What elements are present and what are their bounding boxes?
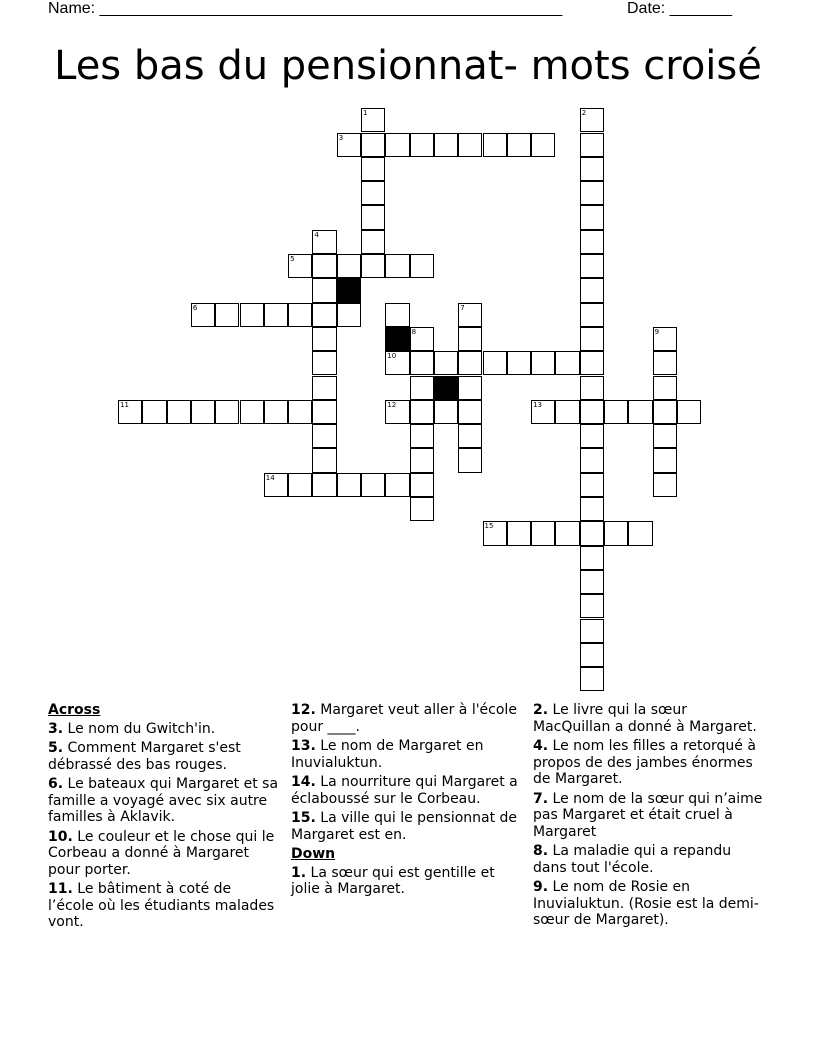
crossword-cell[interactable]: [483, 351, 507, 375]
clue-text: Comment Margaret s'est débrassé des bas rouges.: [48, 740, 241, 773]
crossword-cell[interactable]: [628, 521, 652, 545]
clue-text: Le nom du Gwitch'in.: [63, 720, 216, 737]
clue-number: 13.: [291, 738, 316, 754]
crossword-cell[interactable]: [580, 546, 604, 570]
crossword-cell[interactable]: [531, 133, 555, 157]
cell-number: 5: [290, 255, 295, 263]
clue-column-3: [533, 702, 763, 932]
cell-number: 2: [581, 109, 587, 118]
clue-text: Le nom de Rosie en Inuvialuktun. (Rosie est la demi-sœur de Margaret).: [533, 879, 759, 928]
crossword-cell[interactable]: [555, 400, 579, 424]
down-heading: Down: [291, 846, 336, 862]
clue-number: 6.: [48, 776, 64, 792]
cell-number: 12: [387, 400, 397, 409]
crossword-cell[interactable]: [240, 303, 264, 327]
clue-text: Le couleur et le chose qui le Corbeau a donné à Margaret pour porter.: [48, 828, 275, 878]
crossword-cell[interactable]: [361, 473, 385, 497]
crossword-cell[interactable]: [653, 448, 677, 472]
crossword-cell[interactable]: [312, 254, 336, 278]
crossword-cell[interactable]: [410, 254, 434, 278]
across-clue: [48, 740, 280, 773]
cell-number: 1: [363, 109, 368, 118]
down-clue: [533, 738, 763, 788]
down-clues-continued: [533, 702, 763, 929]
cell-number: 9: [654, 327, 660, 336]
clue-number: 2.: [533, 702, 549, 718]
crossword-cell[interactable]: [240, 400, 264, 424]
crossword-cell[interactable]: [580, 351, 604, 375]
down-clues-list: [291, 865, 519, 898]
clue-text: Le nom les filles a retorqué à propos de des jambes énormes de Margaret.: [533, 738, 756, 787]
crossword-cell[interactable]: [385, 254, 409, 278]
crossword-cell[interactable]: [264, 400, 288, 424]
crossword-cell[interactable]: [191, 400, 215, 424]
crossword-cell[interactable]: [580, 254, 604, 278]
clue-number: 3.: [48, 720, 64, 737]
crossword-cell[interactable]: [580, 133, 604, 157]
clue-text: La maladie qui a repandu dans tout l'école.: [533, 843, 732, 876]
cell-number: 10: [387, 352, 397, 361]
down-clue: [533, 843, 763, 876]
crossword-cell[interactable]: [604, 521, 628, 545]
crossword-cell[interactable]: [580, 157, 604, 181]
cell-number: 8: [411, 327, 417, 336]
crossword-cell[interactable]: [434, 133, 458, 157]
clue-text: La nourriture qui Margaret a éclaboussé sur le Corbeau.: [291, 774, 518, 807]
page-title: Les bas du pensionnat- mots croisé: [54, 43, 762, 89]
crossword-cell[interactable]: [361, 230, 385, 254]
crossword-cell[interactable]: [580, 497, 604, 521]
crossword-cell[interactable]: [580, 230, 604, 254]
crossword-cell[interactable]: [312, 351, 336, 375]
down-clue: [533, 879, 763, 929]
crossword-cell[interactable]: [580, 448, 604, 472]
crossword-cell[interactable]: [483, 133, 507, 157]
clue-column-1: [48, 702, 280, 934]
clue-number: 5.: [48, 740, 64, 756]
crossword-cell[interactable]: [580, 594, 604, 618]
cell-number: 3: [338, 133, 344, 142]
crossword-cell[interactable]: [604, 400, 628, 424]
clue-column-2: [291, 702, 519, 901]
crossword-cell[interactable]: [458, 351, 482, 375]
crossword-cell[interactable]: [410, 376, 434, 400]
crossword-cell[interactable]: [580, 303, 604, 327]
clue-text: Le bateaux qui Margaret et sa famille a voyagé avec six autre familles à Aklavik.: [48, 776, 279, 825]
crossword-cell[interactable]: [458, 448, 482, 472]
across-clue: [291, 738, 519, 771]
crossword-cell[interactable]: [337, 473, 361, 497]
across-clues-list: [48, 721, 280, 931]
crossword-cell[interactable]: [361, 157, 385, 181]
crossword-cell[interactable]: [312, 230, 336, 254]
crossword-cell[interactable]: [458, 424, 482, 448]
crossword-cell[interactable]: [458, 133, 482, 157]
crossword-cell[interactable]: [118, 400, 142, 424]
crossword-cell[interactable]: [288, 473, 312, 497]
cell-number: 14: [265, 473, 275, 482]
crossword-cell[interactable]: [337, 303, 361, 327]
down-clue: [291, 865, 519, 898]
black-cell: [337, 278, 361, 302]
clue-number: 7.: [533, 790, 549, 807]
crossword-cell[interactable]: [580, 108, 604, 132]
down-clue: [533, 791, 763, 841]
across-clue: [291, 810, 519, 843]
crossword-cell[interactable]: [531, 521, 555, 545]
crossword-cell[interactable]: [653, 351, 677, 375]
crossword-cell[interactable]: [653, 424, 677, 448]
crossword-cell[interactable]: [312, 473, 336, 497]
clue-text: Le bâtiment à coté de l’école où les étudiants malades vont.: [48, 881, 275, 930]
crossword-cell[interactable]: [580, 473, 604, 497]
crossword-cell[interactable]: [580, 376, 604, 400]
across-clue: [48, 776, 280, 826]
crossword-cell[interactable]: [653, 376, 677, 400]
crossword-cell[interactable]: [361, 108, 385, 132]
clue-number: 10.: [48, 828, 73, 845]
crossword-cell[interactable]: [580, 570, 604, 594]
crossword-cell[interactable]: [653, 473, 677, 497]
crossword-cell[interactable]: [410, 448, 434, 472]
crossword-cell[interactable]: [580, 181, 604, 205]
crossword-cell[interactable]: [580, 327, 604, 351]
crossword-cell[interactable]: [458, 327, 482, 351]
crossword-cell[interactable]: [628, 400, 652, 424]
across-clue: [48, 881, 280, 931]
crossword-cell[interactable]: [167, 400, 191, 424]
crossword-cell[interactable]: [555, 351, 579, 375]
name-field-label[interactable]: Name: ____________________________________________________: [48, 0, 563, 17]
cell-number: 7: [460, 303, 465, 312]
clue-number: 1.: [291, 864, 307, 881]
crossword-cell[interactable]: [580, 643, 604, 667]
crossword-cell[interactable]: [215, 400, 239, 424]
clue-number: 11.: [48, 881, 73, 897]
crossword-cell[interactable]: [434, 400, 458, 424]
cell-number: 11: [120, 400, 129, 409]
across-clue: [291, 702, 519, 735]
clue-text: La sœur qui est gentille et jolie à Margaret.: [291, 864, 495, 897]
crossword-cell[interactable]: [215, 303, 239, 327]
crossword-cell[interactable]: [410, 473, 434, 497]
crossword-cell[interactable]: [507, 133, 531, 157]
crossword-cell[interactable]: [142, 400, 166, 424]
crossword-cell[interactable]: [312, 327, 336, 351]
black-cell: [385, 327, 409, 351]
across-clues-continued: [291, 702, 519, 843]
cell-number: 13: [533, 400, 543, 409]
clue-text: La ville qui le pensionnat de Margaret est en.: [291, 810, 518, 843]
crossword-cell[interactable]: [385, 400, 409, 424]
crossword-cell[interactable]: [458, 303, 482, 327]
across-clue: [48, 721, 280, 738]
crossword-cell[interactable]: [531, 351, 555, 375]
clue-number: 8.: [533, 843, 549, 859]
clue-text: Le nom de Margaret en Inuvialuktun.: [291, 738, 484, 771]
crossword-cell[interactable]: [312, 400, 336, 424]
crossword-cell[interactable]: [337, 133, 361, 157]
crossword-cell[interactable]: [653, 327, 677, 351]
cell-number: 15: [484, 522, 494, 531]
crossword-cell[interactable]: [410, 497, 434, 521]
crossword-cell[interactable]: [312, 278, 336, 302]
crossword-cell[interactable]: [555, 521, 579, 545]
crossword-cell[interactable]: [312, 424, 336, 448]
crossword-cell[interactable]: [288, 303, 312, 327]
clue-text: Le livre qui la sœur MacQuillan a donné à Margaret.: [533, 702, 757, 735]
crossword-cell[interactable]: [410, 424, 434, 448]
crossword-cell[interactable]: [361, 133, 385, 157]
crossword-cell[interactable]: [361, 254, 385, 278]
clue-text: Margaret veut aller à l'école pour ____.: [291, 702, 517, 735]
cell-number: 6: [192, 303, 198, 312]
crossword-cell[interactable]: [580, 424, 604, 448]
across-heading: Across: [48, 702, 101, 718]
crossword-cell[interactable]: [410, 133, 434, 157]
crossword-cell[interactable]: [531, 400, 555, 424]
crossword-cell[interactable]: [264, 303, 288, 327]
crossword-cell[interactable]: [385, 351, 409, 375]
crossword-cell[interactable]: [385, 473, 409, 497]
crossword-cell[interactable]: [434, 351, 458, 375]
crossword-cell[interactable]: [653, 400, 677, 424]
crossword-cell[interactable]: [410, 400, 434, 424]
crossword-cell[interactable]: [312, 376, 336, 400]
crossword-cell[interactable]: [458, 400, 482, 424]
clue-number: 15.: [291, 810, 316, 826]
crossword-cell[interactable]: [507, 351, 531, 375]
down-clue: [533, 702, 763, 735]
clue-number: 14.: [291, 774, 316, 790]
crossword-cell[interactable]: [288, 254, 312, 278]
crossword-cell[interactable]: [410, 327, 434, 351]
crossword-cell[interactable]: [580, 521, 604, 545]
crossword-cell[interactable]: [580, 278, 604, 302]
crossword-cell[interactable]: [385, 133, 409, 157]
crossword-cell[interactable]: [312, 303, 336, 327]
crossword-cell[interactable]: [580, 619, 604, 643]
crossword-cell[interactable]: [361, 181, 385, 205]
crossword-cell[interactable]: [483, 521, 507, 545]
crossword-cell[interactable]: [385, 303, 409, 327]
clue-number: 9.: [533, 879, 549, 895]
crossword-cell[interactable]: [264, 473, 288, 497]
crossword-cell[interactable]: [361, 205, 385, 229]
crossword-cell[interactable]: [288, 400, 312, 424]
crossword-cell[interactable]: [677, 400, 701, 424]
black-cell: [434, 376, 458, 400]
across-clue: [291, 774, 519, 807]
date-field-label[interactable]: Date: _______: [627, 0, 732, 17]
across-clue: [48, 829, 280, 879]
clue-number: 4.: [533, 738, 549, 754]
crossword-cell[interactable]: [507, 521, 531, 545]
clue-text: Le nom de la sœur qui n’aime pas Margaret et était cruel à Margaret: [533, 790, 763, 840]
crossword-cell[interactable]: [580, 205, 604, 229]
crossword-cell[interactable]: [580, 667, 604, 691]
crossword-cell[interactable]: [458, 376, 482, 400]
crossword-cell[interactable]: [337, 254, 361, 278]
crossword-cell[interactable]: [191, 303, 215, 327]
crossword-cell[interactable]: [312, 448, 336, 472]
cell-number: 4: [314, 230, 319, 239]
crossword-cell[interactable]: [580, 400, 604, 424]
crossword-cell[interactable]: [410, 351, 434, 375]
clue-number: 12.: [291, 702, 316, 718]
